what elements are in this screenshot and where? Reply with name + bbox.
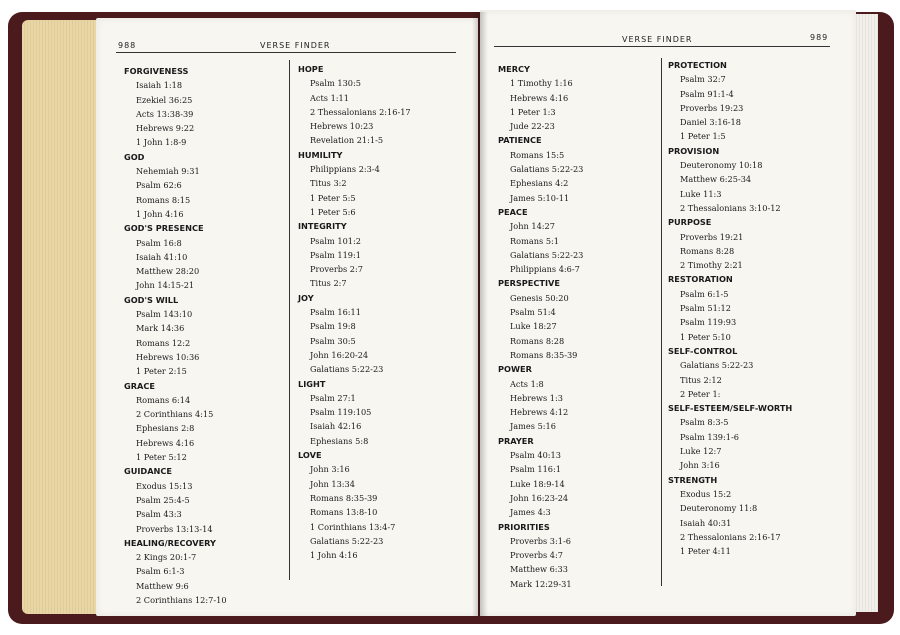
topic-title: LIGHT xyxy=(298,378,326,389)
verse-reference: Hebrews 10:23 xyxy=(310,121,374,132)
topic-title: HOPE xyxy=(298,64,324,74)
verse-reference: Psalm 62:6 xyxy=(136,180,182,191)
verse-reference: Mark 12:29-31 xyxy=(510,578,572,589)
left-column-2 xyxy=(298,62,466,562)
verse-reference: Proverbs 3:1-6 xyxy=(510,535,571,546)
topic-power xyxy=(498,362,658,433)
verse-reference: Psalm 116:1 xyxy=(510,464,561,475)
topic-self-control xyxy=(668,344,838,401)
verse-reference: Galatians 5:22-23 xyxy=(510,249,584,260)
verse-reference: Romans 13:8-10 xyxy=(310,507,378,518)
verse-reference: 2 Thessalonians 2:16-17 xyxy=(680,531,781,542)
verse-reference: Hebrews 9:22 xyxy=(136,123,195,134)
topic-title: RESTORATION xyxy=(668,274,733,285)
verse-reference: 1 Peter 5:6 xyxy=(310,206,356,217)
verse-reference: Psalm 8:3-5 xyxy=(680,417,729,428)
verse-reference: Exodus 15:13 xyxy=(136,480,193,491)
topic-hope xyxy=(298,62,466,148)
topic-humility xyxy=(298,148,466,219)
right-page-number: 989 xyxy=(810,33,829,42)
verse-reference: Psalm 6:1-3 xyxy=(136,566,185,577)
topic-prayer xyxy=(498,434,658,520)
topic-title: STRENGTH xyxy=(668,474,718,485)
verse-reference: Romans 6:14 xyxy=(136,394,191,405)
verse-reference: John 13:34 xyxy=(310,478,355,489)
topic-title: PRIORITIES xyxy=(498,521,550,532)
verse-reference: 2 Corinthians 4:15 xyxy=(136,409,214,420)
verse-reference: John 16:23-24 xyxy=(510,492,569,503)
topic-mercy xyxy=(498,62,658,133)
verse-reference: 1 Peter 5:10 xyxy=(680,331,731,342)
verse-reference: Isaiah 1:18 xyxy=(136,80,183,91)
verse-reference: John 16:20-24 xyxy=(310,349,369,360)
verse-reference: Psalm 43:3 xyxy=(136,509,182,520)
verse-reference: Romans 8:35-39 xyxy=(510,349,578,360)
verse-reference: Hebrews 4:16 xyxy=(510,92,569,103)
topic-purpose xyxy=(668,215,838,272)
verse-reference: Galatians 5:22-23 xyxy=(680,360,754,371)
verse-reference: Psalm 119:1 xyxy=(310,249,361,260)
verse-reference: Acts 13:38-39 xyxy=(136,108,194,119)
verse-reference: 2 Thessalonians 2:16-17 xyxy=(310,106,411,117)
verse-reference: Romans 8:15 xyxy=(136,194,191,205)
topic-title: JOY xyxy=(298,292,314,303)
verse-reference: Matthew 28:20 xyxy=(136,266,200,277)
topic-healing-recovery xyxy=(124,536,284,607)
topic-title: PURPOSE xyxy=(668,217,712,228)
topic-title: LOVE xyxy=(298,450,322,461)
verse-reference: Titus 3:2 xyxy=(310,178,347,189)
topic-title: PATIENCE xyxy=(498,135,542,146)
topic-title: FORGIVENESS xyxy=(124,66,189,76)
topic-title: GOD xyxy=(124,151,145,162)
verse-reference: James 4:3 xyxy=(510,507,551,518)
verse-reference: John 3:16 xyxy=(680,460,720,471)
verse-reference: Proverbs 19:21 xyxy=(680,231,744,242)
verse-reference: Psalm 19:8 xyxy=(310,321,356,332)
verse-reference: Isaiah 42:16 xyxy=(310,421,362,432)
page-edges-left xyxy=(22,20,102,614)
verse-reference: Proverbs 4:7 xyxy=(510,550,563,561)
topic-perspective xyxy=(498,276,658,362)
verse-reference: Exodus 15:2 xyxy=(680,488,732,499)
topic-title: PERSPECTIVE xyxy=(498,278,560,289)
topic-god-s-presence xyxy=(124,221,284,292)
verse-reference: Proverbs 13:13-14 xyxy=(136,523,213,534)
verse-reference: Acts 1:8 xyxy=(510,378,544,389)
verse-reference: 1 John 1:8-9 xyxy=(136,137,187,148)
topic-title: GUIDANCE xyxy=(124,466,173,477)
verse-reference: Genesis 50:20 xyxy=(510,292,569,303)
verse-reference: 2 Thessalonians 3:10-12 xyxy=(680,202,781,213)
verse-reference: Deuteronomy 10:18 xyxy=(680,160,763,171)
topic-strength xyxy=(668,473,838,559)
topic-peace xyxy=(498,205,658,276)
topic-god-s-will xyxy=(124,293,284,379)
verse-reference: Psalm 139:1-6 xyxy=(680,431,739,442)
topic-grace xyxy=(124,379,284,465)
verse-reference: 1 John 4:16 xyxy=(310,550,358,561)
verse-reference: Hebrews 10:36 xyxy=(136,351,200,362)
topic-title: GOD'S WILL xyxy=(124,294,179,305)
verse-reference: Psalm 32:7 xyxy=(680,74,726,85)
verse-reference: Psalm 25:4-5 xyxy=(136,494,190,505)
verse-reference: James 5:16 xyxy=(510,421,556,432)
topic-title: HUMILITY xyxy=(298,149,343,160)
verse-reference: 1 Peter 5:5 xyxy=(310,192,356,203)
verse-reference: Romans 12:2 xyxy=(136,337,191,348)
verse-reference: Isaiah 40:31 xyxy=(680,517,732,528)
verse-reference: Psalm 40:13 xyxy=(510,450,561,461)
verse-reference: Romans 15:5 xyxy=(510,149,565,160)
topic-love xyxy=(298,448,466,562)
verse-reference: 1 John 4:16 xyxy=(136,208,184,219)
verse-reference: Romans 5:1 xyxy=(510,235,559,246)
verse-reference: Psalm 130:5 xyxy=(310,78,361,89)
verse-reference: 1 Peter 2:15 xyxy=(136,366,187,377)
topic-title: GRACE xyxy=(124,380,155,391)
right-column-divider xyxy=(661,58,662,586)
topic-title: SELF-CONTROL xyxy=(668,345,738,356)
verse-reference: Hebrews 4:16 xyxy=(136,437,195,448)
verse-reference: Proverbs 19:23 xyxy=(680,102,744,113)
verse-reference: Nehemiah 9:31 xyxy=(136,166,200,177)
left-column-1 xyxy=(124,64,284,607)
verse-reference: Psalm 16:11 xyxy=(310,307,361,318)
verse-reference: Luke 11:3 xyxy=(680,188,722,199)
verse-reference: Titus 2:7 xyxy=(310,278,347,289)
verse-reference: Proverbs 2:7 xyxy=(310,264,363,275)
topic-integrity xyxy=(298,219,466,290)
verse-reference: Deuteronomy 11:8 xyxy=(680,503,758,514)
verse-reference: Psalm 16:8 xyxy=(136,237,182,248)
right-column-2 xyxy=(668,58,838,558)
topic-self-esteem-self-worth xyxy=(668,401,838,472)
verse-reference: Matthew 6:25-34 xyxy=(680,174,752,185)
verse-reference: Matthew 9:6 xyxy=(136,580,189,591)
verse-reference: Matthew 6:33 xyxy=(510,564,568,575)
topic-restoration xyxy=(668,272,838,343)
verse-reference: 2 Peter 1: xyxy=(680,388,721,399)
topic-title: POWER xyxy=(498,364,532,375)
right-header-rule xyxy=(494,46,830,47)
verse-reference: 1 Peter 4:11 xyxy=(680,546,731,557)
topic-title: PROVISION xyxy=(668,145,720,156)
verse-reference: Galatians 5:22-23 xyxy=(310,364,384,375)
verse-reference: Psalm 91:1-4 xyxy=(680,88,734,99)
verse-reference: Galatians 5:22-23 xyxy=(310,535,384,546)
verse-reference: 2 Timothy 2:21 xyxy=(680,260,743,271)
topic-title: PEACE xyxy=(498,206,528,217)
verse-reference: Psalm 51:12 xyxy=(680,303,731,314)
verse-reference: Philippians 4:6-7 xyxy=(510,264,580,275)
verse-reference: Isaiah 41:10 xyxy=(136,251,188,262)
right-page-header: VERSE FINDER xyxy=(622,35,693,44)
verse-reference: James 5:10-11 xyxy=(510,192,570,203)
verse-reference: Ephesians 2:8 xyxy=(136,423,195,434)
verse-reference: Psalm 119:105 xyxy=(310,407,372,418)
verse-reference: 1 Peter 5:12 xyxy=(136,452,187,463)
left-page-number: 988 xyxy=(118,41,137,50)
verse-reference: Philippians 2:3-4 xyxy=(310,164,380,175)
verse-reference: Galatians 5:22-23 xyxy=(510,164,584,175)
verse-reference: Revelation 21:1-5 xyxy=(310,135,384,146)
verse-reference: John 14:15-21 xyxy=(136,280,195,291)
topic-provision xyxy=(668,144,838,215)
verse-reference: John 14:27 xyxy=(510,221,555,232)
verse-reference: Ezekiel 36:25 xyxy=(136,94,193,105)
topic-protection xyxy=(668,58,838,144)
topic-title: SELF-ESTEEM/SELF-WORTH xyxy=(668,403,793,414)
verse-reference: Psalm 51:4 xyxy=(510,307,556,318)
verse-reference: 1 Timothy 1:16 xyxy=(510,78,573,89)
verse-reference: Psalm 30:5 xyxy=(310,335,356,346)
verse-reference: Psalm 6:1-5 xyxy=(680,288,729,299)
verse-reference: Jude 22-23 xyxy=(510,121,555,132)
verse-reference: Psalm 27:1 xyxy=(310,392,356,403)
left-page-header: VERSE FINDER xyxy=(260,41,331,50)
verse-reference: Psalm 119:93 xyxy=(680,317,737,328)
verse-reference: 1 Peter 1:5 xyxy=(680,131,726,142)
verse-reference: Hebrews 4:12 xyxy=(510,407,569,418)
verse-reference: Hebrews 1:3 xyxy=(510,392,563,403)
topic-title: GOD'S PRESENCE xyxy=(124,223,204,234)
right-column-1 xyxy=(498,62,658,591)
verse-reference: Ephesians 4:2 xyxy=(510,178,569,189)
topic-patience xyxy=(498,133,658,204)
topic-title: PRAYER xyxy=(498,435,534,446)
left-column-divider xyxy=(289,60,290,580)
topic-title: MERCY xyxy=(498,64,530,74)
topic-priorities xyxy=(498,520,658,591)
topic-light xyxy=(298,377,466,448)
verse-reference: John 3:16 xyxy=(310,464,350,475)
verse-reference: Daniel 3:16-18 xyxy=(680,117,741,128)
verse-reference: Romans 8:28 xyxy=(680,245,735,256)
page-edges-right xyxy=(854,14,878,612)
verse-reference: Luke 18:9-14 xyxy=(510,478,565,489)
topic-title: PROTECTION xyxy=(668,60,727,70)
verse-reference: 1 Peter 1:3 xyxy=(510,106,556,117)
verse-reference: Psalm 143:10 xyxy=(136,309,193,320)
verse-reference: Luke 18:27 xyxy=(510,321,557,332)
verse-reference: Mark 14:36 xyxy=(136,323,185,334)
book-gutter xyxy=(472,12,488,616)
topic-forgiveness xyxy=(124,64,284,150)
verse-reference: Romans 8:35-39 xyxy=(310,492,378,503)
verse-reference: 2 Kings 20:1-7 xyxy=(136,552,197,563)
left-header-rule xyxy=(116,52,456,53)
topic-title: INTEGRITY xyxy=(298,221,347,232)
verse-reference: Titus 2:12 xyxy=(680,374,722,385)
topic-god xyxy=(124,150,284,221)
topic-title: HEALING/RECOVERY xyxy=(124,537,216,548)
verse-reference: 2 Corinthians 12:7-10 xyxy=(136,594,227,605)
verse-reference: Romans 8:28 xyxy=(510,335,565,346)
verse-reference: Psalm 101:2 xyxy=(310,235,361,246)
topic-guidance xyxy=(124,464,284,535)
verse-reference: Acts 1:11 xyxy=(310,92,349,103)
verse-reference: 1 Corinthians 13:4-7 xyxy=(310,521,396,532)
topic-joy xyxy=(298,291,466,377)
verse-reference: Ephesians 5:8 xyxy=(310,435,369,446)
verse-reference: Luke 12:7 xyxy=(680,446,722,457)
